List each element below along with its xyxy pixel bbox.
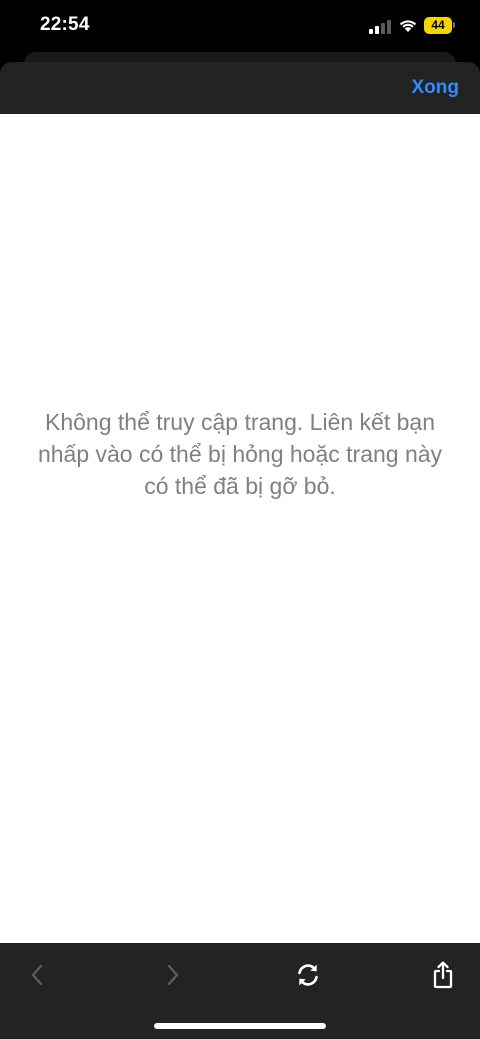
reload-button[interactable] bbox=[288, 953, 328, 997]
web-content bbox=[0, 114, 480, 943]
back-button[interactable] bbox=[17, 953, 57, 997]
status-time: 22:54 bbox=[40, 14, 90, 35]
cellular-signal-icon bbox=[369, 20, 391, 34]
share-button[interactable] bbox=[423, 953, 463, 997]
reload-icon bbox=[295, 962, 321, 988]
chevron-right-icon bbox=[166, 964, 180, 986]
sheet-header bbox=[0, 62, 480, 114]
chevron-left-icon bbox=[30, 964, 44, 986]
wifi-icon bbox=[398, 17, 418, 33]
battery-level: 44 bbox=[431, 18, 445, 32]
battery-nub bbox=[453, 22, 455, 28]
battery-indicator bbox=[424, 17, 452, 34]
forward-button[interactable] bbox=[153, 953, 193, 997]
done-button[interactable]: Xong bbox=[411, 77, 459, 98]
home-indicator[interactable] bbox=[154, 1023, 326, 1029]
bottom-toolbar bbox=[0, 943, 480, 1039]
error-message: Không thể truy cập trang. Liên kết bạn nhấp vào có thể bị hỏng hoặc trang này có thể đã bị gỡ bỏ. bbox=[37, 409, 443, 499]
share-icon bbox=[432, 961, 454, 989]
status-bar bbox=[0, 0, 480, 52]
